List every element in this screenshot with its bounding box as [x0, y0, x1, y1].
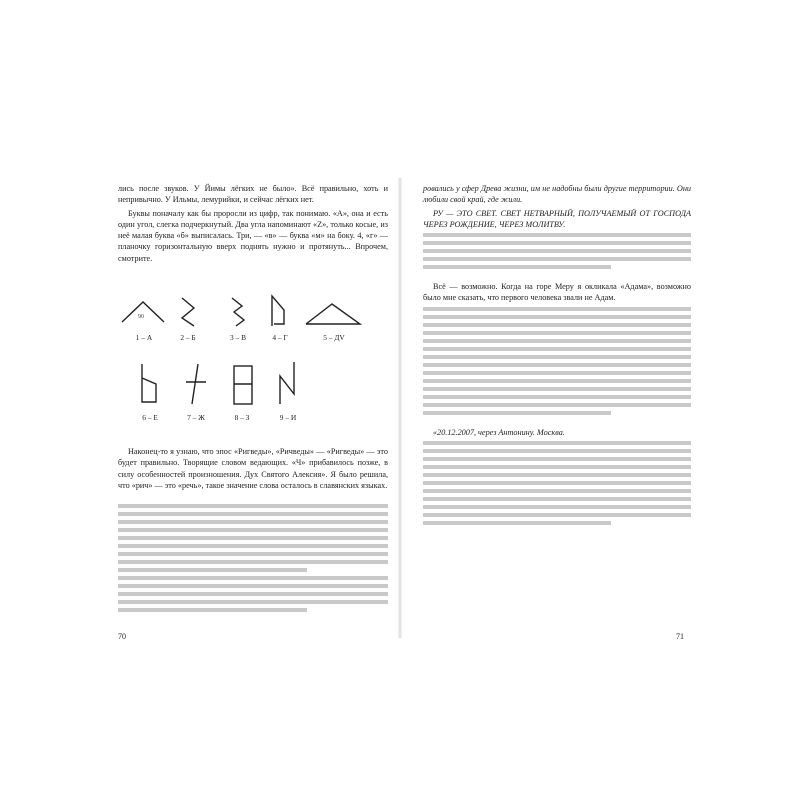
- figure-label-2: 2 – Б: [180, 333, 196, 343]
- figure-8-z: [234, 366, 252, 404]
- figure-3-v: [232, 298, 244, 326]
- figure-5-dv: [306, 304, 360, 324]
- figure-label-6: 6 – Е: [142, 413, 158, 423]
- illegible-line: [423, 241, 691, 245]
- left-paragraph-2: Буквы поначалу как бы проросли из цифр, так понимаю. «А», она и есть один угол, слегка подчеркнутый. Два угла напоминают «Z», только косые, из неё малая буква «б» выписалась. Три, — «в» — буква «м» на боку. 4, «г» — планочку горизонтальную вверх поднять нужно и протянуть... Впрочем, смотрите.: [118, 208, 388, 263]
- illegible-line: [423, 465, 691, 469]
- illegible-line: [118, 504, 388, 508]
- illegible-line: [423, 339, 691, 343]
- letter-figures: [118, 272, 388, 432]
- illegible-line: [423, 481, 691, 485]
- figure-1-mark: 90: [138, 314, 144, 321]
- illegible-line: [118, 568, 307, 572]
- figure-label-9: 9 – И: [279, 413, 297, 423]
- illegible-line: [118, 608, 307, 612]
- illegible-line: [423, 403, 691, 407]
- illegible-line: [423, 441, 691, 445]
- illegible-line: [423, 457, 691, 461]
- illegible-line: [118, 520, 388, 524]
- figure-label-4: 4 – Г: [272, 333, 288, 343]
- illegible-line: [423, 233, 691, 237]
- illegible-line: [423, 513, 691, 517]
- page-number-right: 71: [676, 632, 684, 641]
- illegible-line: [118, 544, 388, 548]
- illegible-line: [118, 592, 388, 596]
- illegible-line: [423, 355, 691, 359]
- illegible-line: [118, 584, 388, 588]
- illegible-line: [423, 473, 691, 477]
- page-number-left: 70: [118, 632, 126, 641]
- figure-9-i: [280, 362, 294, 404]
- figure-6-e: [142, 364, 156, 402]
- book-gutter: [398, 178, 402, 638]
- illegible-line: [423, 379, 691, 383]
- illegible-line: [423, 387, 691, 391]
- illegible-line: [423, 395, 691, 399]
- illegible-line: [118, 552, 388, 556]
- illegible-line: [423, 331, 691, 335]
- right-page: [423, 183, 691, 529]
- right-paragraph-2: РУ — ЭТО СВЕТ. СВЕТ НЕТВАРНЫЙ, ПОЛУЧАЕМЫЙ ОТ ГОСПОДА ЧЕРЕЗ РОЖДЕНИЕ, ЧЕРЕЗ МОЛИТВУ.: [423, 208, 691, 229]
- right-paragraph-4: «20.12.2007, через Антонину. Москва.: [433, 427, 565, 437]
- illegible-line: [423, 249, 691, 253]
- illegible-line: [423, 257, 691, 261]
- illegible-line: [423, 323, 691, 327]
- figure-label-7: 7 – Ж: [187, 413, 205, 423]
- illegible-line: [423, 449, 691, 453]
- illegible-line: [118, 512, 388, 516]
- illegible-line: [423, 307, 691, 311]
- illegible-line: [423, 489, 691, 493]
- illegible-line: [423, 521, 611, 525]
- figure-7-zh-stem: [192, 364, 198, 404]
- figure-label-5: 5 – ДV: [323, 333, 345, 343]
- figure-label-1: 1 – А: [135, 333, 153, 343]
- left-paragraph-3: Наконец-то я узнаю, что эпос «Ригведы», «Ричведы» — «Ригведы» — это будет правильно. Творящие словом ведающих. «Ч» прибавилось позже, в силу особенностей произношения. Дух Святого Алексия». Я было решила, что «рич» — это «речь», такое значение слова осталось в славянских языках.: [118, 447, 388, 490]
- illegible-line: [423, 497, 691, 501]
- figure-label-3: 3 – В: [229, 333, 246, 343]
- figure-2-b: [182, 298, 194, 326]
- illegible-line: [118, 600, 388, 604]
- letter-figures-drawing: [118, 272, 388, 432]
- illegible-line: [423, 371, 691, 375]
- left-page: [118, 183, 388, 616]
- illegible-line: [423, 411, 611, 415]
- right-paragraph-3: Всё — возможно. Когда на горе Меру я окликала «Адама», возможно было мне сказать, что первого человека звали не Адам.: [423, 282, 691, 303]
- right-paragraph-1: ровались у сфер Древа жизни, им не надобны были другие территории. Они любили свой край, где жили.: [423, 184, 691, 205]
- illegible-line: [118, 528, 388, 532]
- illegible-line: [423, 505, 691, 509]
- illegible-line: [423, 315, 691, 319]
- illegible-line: [423, 347, 691, 351]
- figure-4-g: [272, 296, 284, 326]
- illegible-line: [118, 560, 388, 564]
- figure-label-8: 8 – З: [234, 413, 250, 423]
- illegible-line: [423, 265, 611, 269]
- left-paragraph-1: лись после звуков. У Йимы лёгких не было». Всё правильно, хоть и непривычно. У Ильмы, лемурийки, и сейчас лёгких нет.: [118, 184, 388, 205]
- illegible-line: [118, 576, 388, 580]
- illegible-line: [423, 363, 691, 367]
- illegible-line: [118, 536, 388, 540]
